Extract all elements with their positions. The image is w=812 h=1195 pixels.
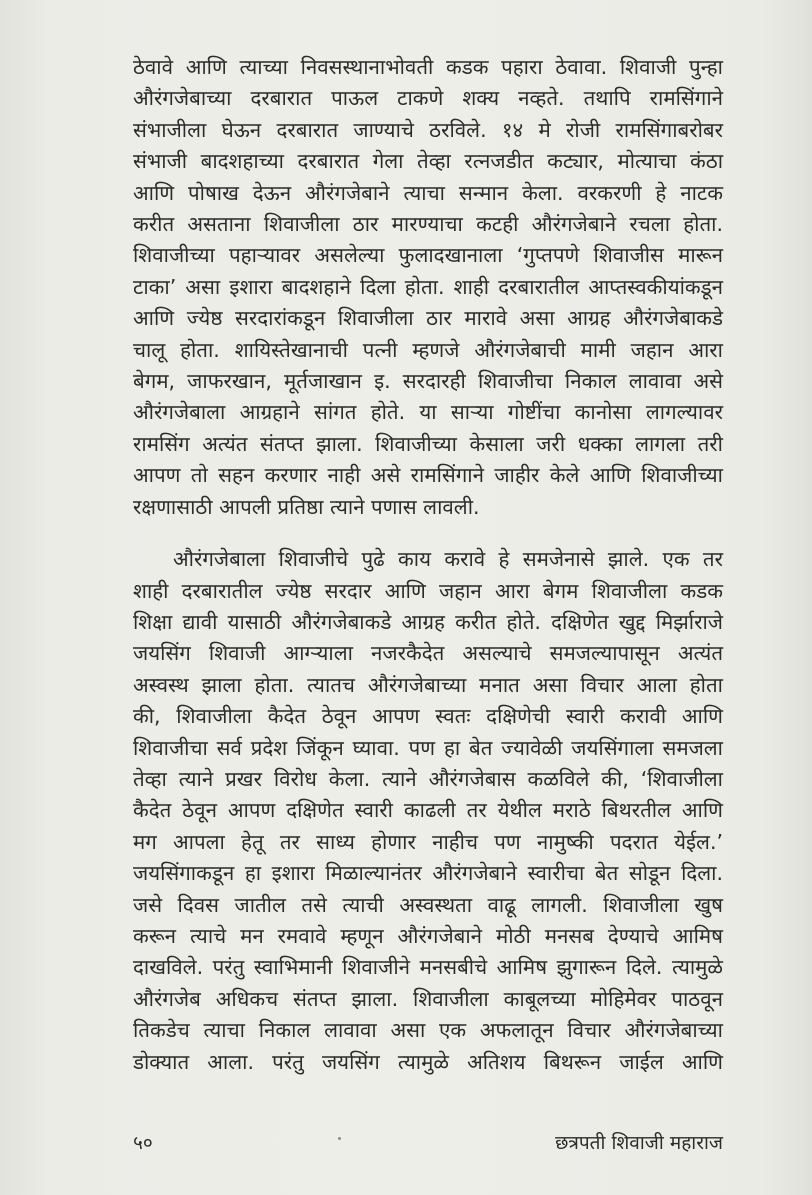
body-text <box>133 52 723 1078</box>
text-line: कैदेत ठेवून आपण दक्षिणेत स्वारी काढली तर येथील मराठे बिथरतील आणि <box>133 798 723 823</box>
text-line: शिवाजीच्या पहाऱ्यावर असलेल्या फुलादखानाला ‘गुप्तपणे शिवाजीस मारून <box>133 243 723 268</box>
text-line: जयसिंग शिवाजी आग्ऱ्याला नजरकैदेत असल्याचे समजल्यापासून अत्यंत <box>133 641 723 666</box>
text-line: जयसिंगाकडून हा इशारा मिळाल्यानंतर औरंगजेबाने स्वारीचा बेत सोडून दिला. <box>133 861 723 886</box>
text-line: आणि ज्येष्ठ सरदारांकडून शिवाजीला ठार मारावे असा आग्रह औरंगजेबाकडे <box>133 306 723 331</box>
text-line: औरंगजेबाच्या दरबारात पाऊल टाकणे शक्य नव्हते. तथापि रामसिंगाने <box>133 86 723 111</box>
text-line: तेव्हा त्याने प्रखर विरोध केला. त्याने औरंगजेबास कळविले की, ‘शिवाजीला <box>133 766 723 791</box>
page-footer <box>133 1130 723 1156</box>
text-line: डोक्यात आला. परंतु जयसिंग त्यामुळे अतिशय बिथरून जाईल आणि <box>133 1049 723 1074</box>
text-line: की, शिवाजीला कैदेत ठेवून आपण स्वतः दक्षिणेची स्वारी करावी आणि <box>133 704 723 729</box>
text-line: चालू होता. शायिस्तेखानाची पत्नी म्हणजे औरंगजेबाची मामी जहान आरा <box>133 337 723 362</box>
text-line: औरंगजेबाला शिवाजीचे पुढे काय करावे हे समजेनासे झाले. एक तर <box>173 547 723 572</box>
text-line: औरंगजेब अधिकच संतप्त झाला. शिवाजीला काबूलच्या मोहिमेवर पाठवून <box>133 986 723 1011</box>
text-line: शाही दरबारातील ज्येष्ठ सरदार आणि जहान आरा बेगम शिवाजीला कडक <box>133 578 723 603</box>
text-line: ठेवावे आणि त्याच्या निवसस्थानाभोवती कडक पहारा ठेवावा. शिवाजी पुन्हा <box>133 55 723 79</box>
text-line: संभाजी बादशहाच्या दरबारात गेला तेव्हा रत्नजडीत कट्यार, मोत्याचा कंठा <box>133 149 723 174</box>
text-line: मग आपला हेतू तर साध्य होणार नाहीच पण नामुष्की पदरात येईल.’ <box>133 829 723 854</box>
text-line: शिवाजीचा सर्व प्रदेश जिंकून घ्यावा. पण हा बेत ज्यावेळी जयसिंगाला समजला <box>133 735 723 760</box>
print-speck <box>338 1137 341 1140</box>
text-line: तिकडेच त्याचा निकाल लावावा असा एक अफलातून विचार औरंगजेबाच्या <box>133 1018 723 1043</box>
text-line: संभाजीला घेऊन दरबारात जाण्याचे ठरविले. १४ मे रोजी रामसिंगाबरोबर <box>133 117 723 142</box>
book-title: छत्रपती शिवाजी महाराज <box>555 1132 723 1154</box>
text-line: शिक्षा द्यावी यासाठी औरंगजेबाकडे आग्रह करीत होते. दक्षिणेत खुद्द मिर्झाराजे <box>133 609 723 634</box>
page-number: ५० <box>133 1132 153 1154</box>
paragraph-2 <box>133 544 723 1078</box>
text-line: रामसिंग अत्यंत संतप्त झाला. शिवाजीच्या केसाला जरी धक्का लागला तरी <box>133 431 723 456</box>
text-line: करून त्याचे मन रमवावे म्हणून औरंगजेबाने मोठी मनसब देण्याचे आमिष <box>133 923 723 948</box>
text-line: दाखविले. परंतु स्वाभिमानी शिवाजीने मनसबीचे आमिष झुगारून दिले. त्यामुळे <box>133 955 723 980</box>
text-line: औरंगजेबाला आग्रहाने सांगत होते. या साऱ्या गोष्टींचा कानोसा लागल्यावर <box>133 400 723 425</box>
text-line: आपण तो सहन करणार नाही असे रामसिंगाने जाहीर केले आणि शिवाजीच्या <box>133 463 723 488</box>
text-line: रक्षणासाठी आपली प्रतिष्ठा त्याने पणास लावली. <box>133 494 480 519</box>
text-line: जसे दिवस जातील तसे त्याची अस्वस्थता वाढू लागली. शिवाजीला खुष <box>133 892 723 917</box>
text-line: अस्वस्थ झाला होता. त्यातच औरंगजेबाच्या मनात असा विचार आला होता <box>133 672 723 697</box>
paragraph-1 <box>133 52 723 523</box>
text-line: टाका’ असा इशारा बादशहाने दिला होता. शाही दरबारातील आप्तस्वकीयांकडून <box>133 274 723 299</box>
text-line: बेगम, जाफरखान, मूर्तजाखान इ. सरदारही शिवाजीचा निकाल लावावा असे <box>133 369 723 394</box>
text-line: आणि पोषाख देऊन औरंगजेबाने त्याचा सन्मान केला. वरकरणी हे नाटक <box>133 180 723 205</box>
text-line: करीत असताना शिवाजीला ठार मारण्याचा कटही औरंगजेबाने रचला होता. <box>133 212 723 237</box>
